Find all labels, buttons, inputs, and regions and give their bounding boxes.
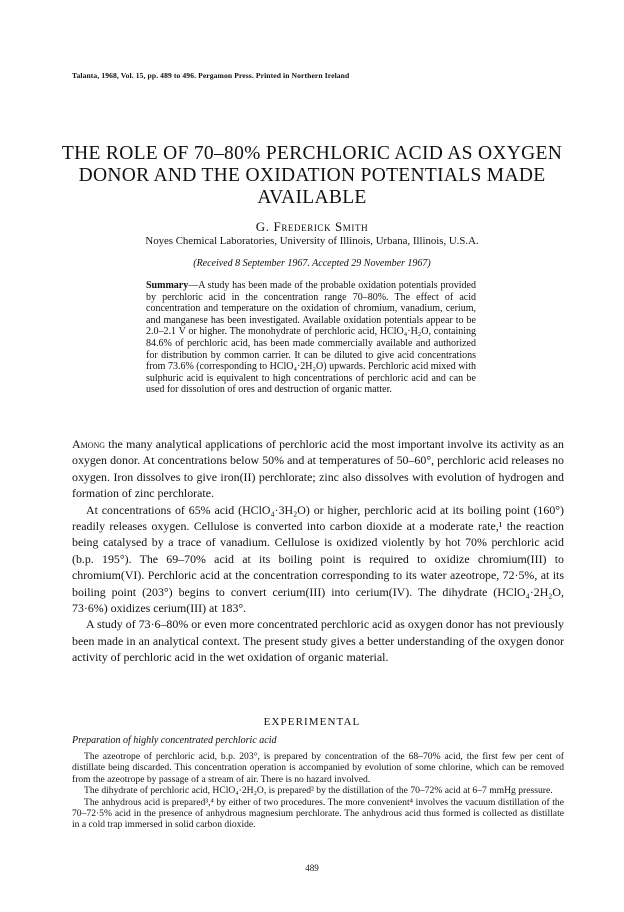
summary-abstract <box>146 280 476 396</box>
title-line-3: AVAILABLE <box>257 187 367 208</box>
received-dates: (Received 8 September 1967. Accepted 29 November 1967) <box>193 258 431 269</box>
summary-label: Summary <box>146 280 189 291</box>
experimental-paragraph-3: The anhydrous acid is prepared³,⁴ by either of two procedures. The more convenient⁴ involves the vacuum distillation of the 70–72·5% acid in the presence of anhydrous magnesium perchlorate. The anhydrous acid thus formed is collected as distillate in a cold trap immersed in solid carbon dioxide. <box>72 796 564 831</box>
author-name: G. Frederick Smith <box>255 219 369 234</box>
experimental-paragraph-1: The azeotrope of perchloric acid, b.p. 203°, is prepared by concentration of the 68–70% acid, the first few per cent of distillate being discarded. This concentration operation is accompanied by evolution of some chlorine, which can be removed from the azeotrope by passage of a stream of air. There is no hazard involved. <box>72 751 564 785</box>
experimental-text <box>72 751 564 831</box>
page-number: 489 <box>305 863 319 873</box>
title-line-1: THE ROLE OF 70–80% PERCHLORIC ACID AS OXYGEN <box>61 143 563 164</box>
citation-header: Talanta, 1968, Vol. 15, pp. 489 to 496. Pergamon Press. Printed in Northern Ireland <box>72 71 350 80</box>
author-affiliation: Noyes Chemical Laboratories, University of Illinois, Urbana, Illinois, U.S.A. <box>145 235 479 247</box>
body-paragraph-2: At concentrations of 65% acid (HClO₄·3H₂O) or higher, perchloric acid at its boiling point (160°) readily releases oxygen. Cellulose is converted into carbon dioxide at a moderate rate,¹ the reaction being catalysed by a trace of vanadium. Cellulose is oxidized violently by hot 70% perchloric acid (b.p. 195°). The 69–70% acid at its boiling point is required to oxidize chromium(III) to chromium(VI). Perchloric acid at the concentration corresponding to its water azeotrope, 72·5%, at its boiling point (203°) begins to convert cerium(III) into cerium(IV). The dihydrate (HClO₄·2H₂O, 73·6%) oxidizes cerium(III) at 183°. <box>72 502 564 616</box>
article-title <box>40 143 584 209</box>
body-paragraph-3: A study of 73·6–80% or even more concentrated perchloric acid as oxygen donor has not previously been made in an analytical context. The present study gives a better understanding of the oxygen donor activity of perchloric acid in the wet oxidation of organic material. <box>72 617 564 665</box>
body-paragraph-1 <box>72 436 564 502</box>
body-paragraph-1-text: the many analytical applications of perchloric acid the most important involve its activity as an oxygen donor. At concentrations below 50% and at temperatures of 50–60°, perchloric acid releases no oxygen. Iron dissolves to give iron(II) perchlorate; zinc also dissolves with evolution of hydrogen and formation of zinc perchlorate. <box>72 437 564 501</box>
summary-text: —A study has been made of the probable oxidation potentials provided by perchloric acid in the concentration range 70–80%. The effect of acid concentration and temperature on the oxidation of chromium, vanadium, cerium, and manganese has been investigated. Available oxidation potentials appear to be 2.0–2.1 V or higher. The monohydrate of perchloric acid, HClO₄·H₂O, containing 84.6% of perchloric acid, has been made commercially available and authorized for distribution by common carrier. It can be diluted to give acid concentrations from 73.6% (corresponding to HClO₄·2H₂O) upwards. Perchloric acid mixed with sulphuric acid is equivalent to high concentrations of perchloric acid and can be used for dissolution of ores and destruction of organic matter. <box>146 280 476 396</box>
subsection-heading: Preparation of highly concentrated perchloric acid <box>72 735 277 746</box>
experimental-paragraph-2: The dihydrate of perchloric acid, HClO₄·2H₂O, is prepared² by the distillation of the 70–72% acid at 6–7 mmHg pressure. <box>84 785 553 797</box>
title-line-2: DONOR AND THE OXIDATION POTENTIALS MADE <box>78 165 546 186</box>
lead-word: Among <box>72 437 106 451</box>
body-text <box>72 436 564 666</box>
section-heading: EXPERIMENTAL <box>263 716 361 728</box>
